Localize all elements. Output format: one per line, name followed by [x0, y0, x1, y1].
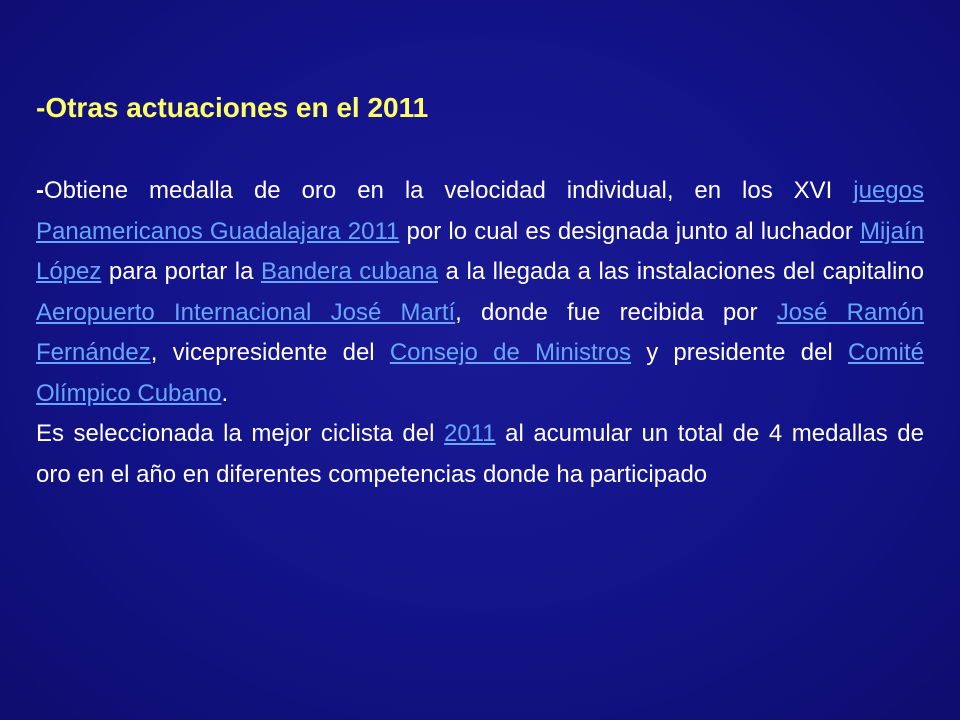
link-aeropuerto-jose-marti[interactable]: Aeropuerto Internacional José Martí — [36, 298, 456, 326]
slide-body — [36, 171, 924, 495]
slide-title: -Otras actuaciones en el 2011 — [36, 92, 429, 123]
text-segment: para portar la — [101, 258, 261, 285]
link-mijain-lopez[interactable]: Mijaín López — [36, 217, 924, 285]
link-2011[interactable]: 2011 — [443, 420, 496, 447]
text-segment: a la llegada a las instalaciones del capitalino — [438, 258, 924, 285]
link-consejo-de-ministros[interactable]: Consejo de Ministros — [389, 339, 632, 366]
text-segment: , donde fue recibida por — [455, 298, 777, 326]
text-segment: al acumular un total de 4 medallas de oro en el año en diferentes competencias donde ha participado — [36, 420, 925, 488]
text-segment: . — [221, 379, 229, 407]
text-segment: Obtiene medalla de oro en la velocidad individual, en los XVI — [44, 177, 854, 204]
text-segment: , vicepresidente del — [150, 339, 390, 366]
dash-marker: - — [36, 177, 44, 204]
link-bandera-cubana[interactable]: Bandera cubana — [260, 258, 439, 285]
text-segment: y presidente del — [631, 339, 848, 366]
link-jose-ramon-fernandez[interactable]: José Ramón Fernández — [36, 298, 925, 366]
link-comite-olimpico-cubano[interactable]: Comité Olímpico Cubano — [36, 339, 924, 407]
achievement-paragraph — [36, 171, 924, 414]
best-cyclist-paragraph — [36, 414, 924, 495]
text-segment: Es seleccionada la mejor ciclista del — [36, 420, 444, 447]
text-segment: por lo cual es designada junto al luchador — [399, 217, 860, 245]
link-juegos-panamericanos[interactable]: juegos Panamericanos Guadalajara 2011 — [36, 177, 924, 245]
